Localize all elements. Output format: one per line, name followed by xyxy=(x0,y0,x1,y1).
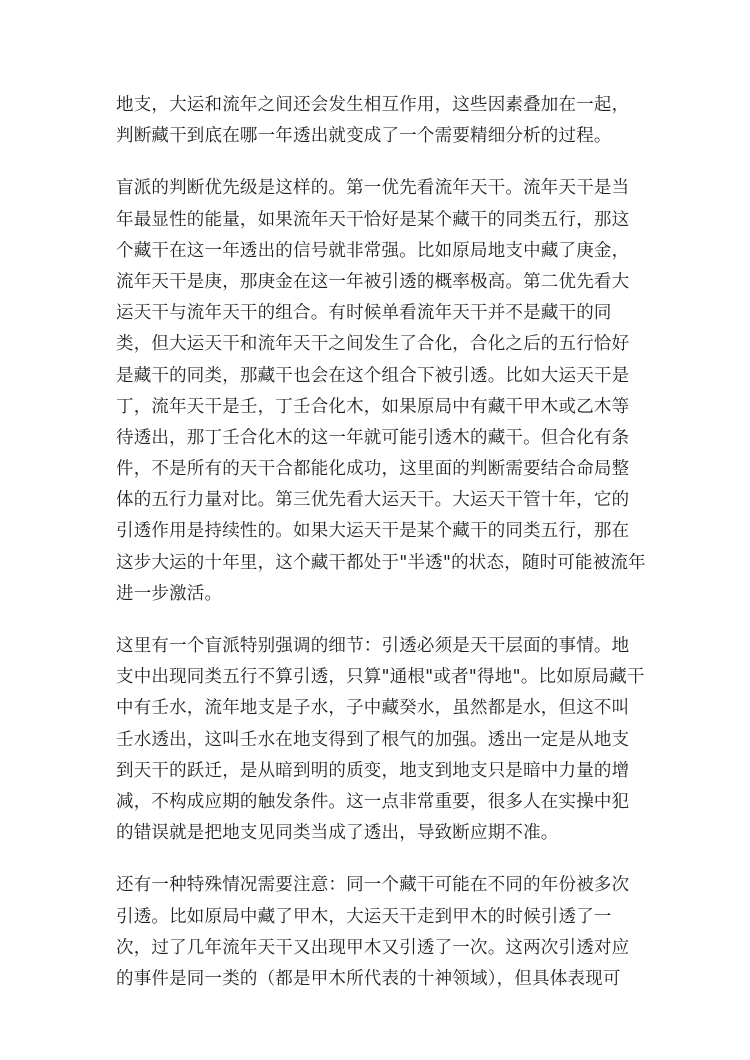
paragraph-4 xyxy=(116,870,636,995)
text-line: 盲派的判断优先级是这样的。第一优先看流年天干。流年天干是当 xyxy=(116,178,630,199)
text-line: 年最显性的能量，如果流年天干恰好是某个藏干的同类五行，那这 xyxy=(116,209,630,230)
text-line: 引透作用是持续性的。如果大运天干是某个藏干的同类五行，那在 xyxy=(116,521,630,542)
text-line: 引透。比如原局中藏了甲木，大运天干走到甲木的时候引透了一 xyxy=(116,906,612,927)
text-line: 是藏干的同类，那藏干也会在这个组合下被引透。比如大运天干是 xyxy=(116,365,630,386)
text-line: 个藏干在这一年透出的信号就非常强。比如原局地支中藏了庚金， xyxy=(116,240,630,261)
article-body xyxy=(116,90,646,1016)
text-line: 中有壬水，流年地支是子水，子中藏癸水，虽然都是水，但这不叫 xyxy=(116,698,630,719)
text-line: 地支，大运和流年之间还会发生相互作用，这些因素叠加在一起， xyxy=(116,95,630,115)
text-line: 的事件是同一类的（都是甲木所代表的十神领域），但具体表现可 xyxy=(116,968,621,989)
text-line: 这里有一个盲派特别强调的细节：引透必须是天干层面的事情。地 xyxy=(116,636,630,656)
text-line: 判断藏干到底在哪一年透出就变成了一个需要精细分析的过程。 xyxy=(116,126,612,147)
paragraph-1 xyxy=(116,90,636,152)
text-line: 还有一种特殊情况需要注意：同一个藏干可能在不同的年份被多次 xyxy=(116,875,630,896)
text-line: 减，不构成应期的触发条件。这一点非常重要，很多人在实操中犯 xyxy=(116,791,630,812)
text-line: 到天干的跃迁，是从暗到明的质变，地支到地支只是暗中力量的增 xyxy=(116,760,630,781)
text-line: 运天干与流年天干的组合。有时候单看流年天干并不是藏干的同 xyxy=(116,303,612,324)
text-line: 待透出，那丁壬合化木的这一年就可能引透木的藏干。但合化有条 xyxy=(116,427,630,448)
text-line: 进一步激活。 xyxy=(116,583,223,604)
text-line: 支中出现同类五行不算引透，只算"通根"或者"得地"。比如原局藏干 xyxy=(116,667,645,688)
text-line: 体的五行力量对比。第三优先看大运天干。大运天干管十年，它的 xyxy=(116,490,630,511)
text-line: 丁，流年天干是壬，丁壬合化木，如果原局中有藏干甲木或乙木等 xyxy=(116,396,630,417)
paragraph-2 xyxy=(116,173,646,610)
text-line: 壬水透出，这叫壬水在地支得到了根气的加强。透出一定是从地支 xyxy=(116,729,630,750)
text-line: 的错误就是把地支见同类当成了透出，导致断应期不准。 xyxy=(116,823,559,844)
text-line: 这步大运的十年里，这个藏干都处于"半透"的状态，随时可能被流年 xyxy=(116,552,646,573)
text-line: 类，但大运天干和流年天干之间发生了合化，合化之后的五行恰好 xyxy=(116,334,630,355)
text-line: 流年天干是庚，那庚金在这一年被引透的概率极高。第二优先看大 xyxy=(116,271,630,292)
paragraph-3 xyxy=(116,631,645,849)
text-line: 次，过了几年流年天干又出现甲木又引透了一次。这两次引透对应 xyxy=(116,937,630,958)
text-line: 件，不是所有的天干合都能化成功，这里面的判断需要结合命局整 xyxy=(116,459,630,480)
